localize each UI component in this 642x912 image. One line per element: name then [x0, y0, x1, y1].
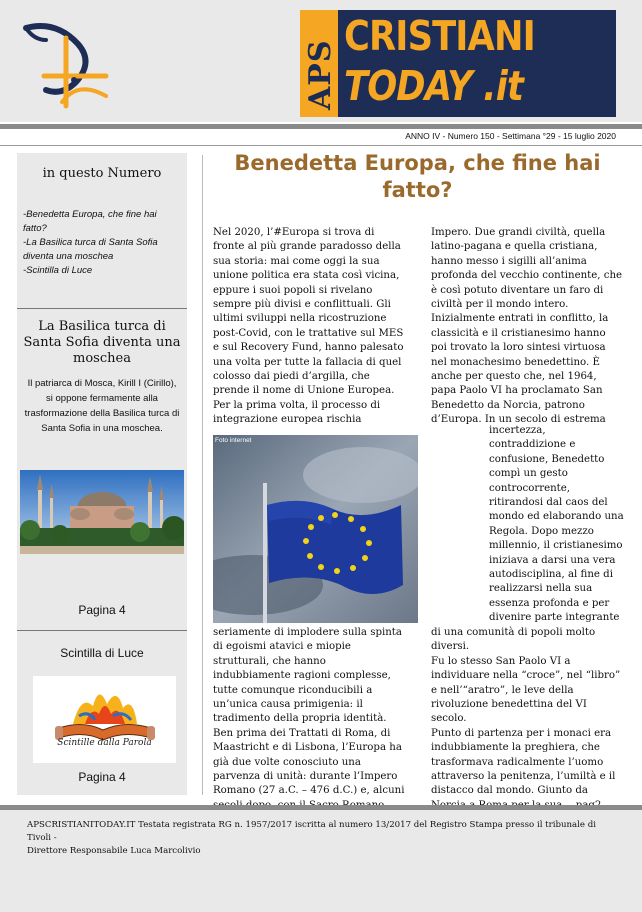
- article-text-line: profonda del vecchio continente, che: [431, 270, 623, 282]
- article-text-line: è così potuto diventare un faro di: [431, 284, 604, 296]
- footer-line: Direttore Responsabile Luca Marcolivio: [27, 846, 201, 856]
- footer: [0, 805, 642, 912]
- article-text-line: mondo ed elaborando una: [489, 511, 624, 523]
- toc-item[interactable]: -Scintilla di Luce: [23, 265, 93, 276]
- scintilla-title: Scintilla di Luce: [60, 646, 144, 660]
- article-text-line: Regola. Dopo mezzo: [489, 525, 594, 537]
- article-text-line: indubbiamente ragioni complesse,: [213, 670, 391, 682]
- article-text-line: contraddizione e: [489, 439, 576, 451]
- article-headline: Benedetta Europa, che fine hai fatto?: [234, 151, 601, 202]
- header-rule: [0, 124, 642, 129]
- article-text-line: di una comunità di popoli molto: [431, 627, 596, 638]
- toc-item[interactable]: -La Basilica turca di Santa Sofia: [23, 237, 158, 248]
- article-text-line: Impero. Due grandi civiltà, quella: [431, 227, 606, 238]
- article-text-line: un’unica causa primigenia: il: [213, 699, 363, 711]
- article-text-line: tradimento della propria identità.: [213, 713, 387, 725]
- article-column-2-top: [431, 226, 627, 428]
- sidebar-divider: [17, 630, 187, 631]
- article-text-line: confusione, Benedetto: [489, 453, 605, 465]
- article-text-line: eppure i suoi popoli si rivelano: [213, 284, 373, 296]
- article-text-line: Maastricht e di Lisbona, l’Europa ha: [213, 742, 402, 754]
- header-band: [0, 0, 642, 122]
- aps-block: [300, 10, 338, 117]
- article-text-line: Inizialmente entrati in conflitto, la: [431, 313, 609, 325]
- flame-book-icon: [33, 676, 176, 763]
- article-text-line: compì un gesto: [489, 468, 568, 480]
- article-text-line: diversi.: [431, 641, 470, 653]
- footer-legal-text: [27, 819, 617, 858]
- article-text-line: di egoismi atavici e miopie: [213, 641, 351, 653]
- article-text-line: e sul Recovery Fund, hanno palesato: [213, 342, 404, 354]
- footer-line: APSCRISTIANITODAY.IT Testata registrata RG n. 1957/2017 iscritta al numero 13/2017 del Registro Stampa presso il tribunale di Tivoli -: [27, 820, 596, 843]
- masthead-title-line2: TODAY .it: [344, 62, 523, 110]
- scintilla-page-link[interactable]: Pagina 4: [78, 770, 126, 784]
- article-text-line: distacco dal mondo. Giunto da: [431, 785, 588, 797]
- article-text-line: Ben prima dei Trattati di Roma, di: [213, 727, 391, 739]
- eu-flag-photo: [213, 435, 418, 623]
- aps-label: APS: [303, 39, 338, 110]
- hagia-sophia-photo: [20, 470, 184, 554]
- article-text-line: trasformava radicalmente l’uomo: [431, 756, 604, 768]
- footer-rule: [0, 805, 642, 810]
- article-text-line: indubbiamente la preghiera, che: [431, 742, 600, 754]
- article-text-line: realizzarsi nella sua: [489, 583, 593, 595]
- article-text-line: fronte al più grande paradosso della: [213, 241, 401, 253]
- article-text-line: latino-pagana e quella cristiana,: [431, 241, 598, 253]
- story-summary: Il patriarca di Mosca, Kirill I (Cirillo), si oppone fermamente alla trasformazione della Basilica turca di Santa Sofia in una moschea.: [24, 378, 180, 434]
- article-text-line: strutturali, che hanno: [213, 655, 326, 667]
- article-text-line: colosso dai piedi d’argilla, che: [213, 371, 370, 383]
- article-text-line: autodisciplina, al fine di: [489, 569, 613, 581]
- article-text-line: d’Europa. In un secolo di estrema: [431, 414, 606, 426]
- column-divider: [202, 155, 203, 795]
- article-text-line: attraverso la penitenza, l’umiltà e il: [431, 771, 616, 783]
- article-text-line: papa Paolo VI ha proclamato San: [431, 385, 603, 397]
- sidebar: [17, 153, 187, 795]
- article-text-line: post-Covid, con le trattative sul MES: [213, 327, 404, 339]
- article-text-line: secolo.: [431, 713, 467, 725]
- issue-divider: [0, 145, 642, 146]
- scintilla-logo-caption: Scintille dalla Parola: [57, 738, 152, 748]
- masthead-title-line1: CRISTIANI: [344, 12, 535, 60]
- toc-item[interactable]: fatto?: [23, 223, 47, 234]
- fish-cross-logo-icon: [16, 10, 116, 110]
- article-text-line: poi trovato la loro sintesi virtuosa: [431, 342, 606, 354]
- article-text-line: Per la prima volta, il processo di: [213, 399, 381, 411]
- article-text-line: nel monachesimo benedettino. È: [431, 356, 600, 368]
- article-text-line: una volta per tutte la fallacia di quel: [213, 356, 402, 368]
- scintilla-logo: [33, 676, 176, 763]
- article-text-line: unione politica era stata così vicina,: [213, 270, 400, 282]
- article-column-1-top: [213, 226, 423, 428]
- article-text-line: hanno messo i sigilli all’anima: [431, 255, 587, 267]
- article-text-line: Nel 2020, l’#Europa si trova di: [213, 227, 375, 238]
- sidebar-divider: [17, 308, 187, 309]
- article-text-line: individuare nella “croce”, nel “libro”: [431, 670, 621, 682]
- article-text-line: civiltà per il mondo intero.: [431, 299, 569, 311]
- masthead-logo: [300, 10, 616, 117]
- article-text-line: integrazione europea rischia: [213, 414, 362, 426]
- article-text-line: classicità e il cristianesimo hanno: [431, 327, 606, 339]
- article-text-line: essenza profonda e per: [489, 597, 610, 609]
- article-text-line: incertezza,: [489, 425, 546, 436]
- article-text-line: Romano (27 a.C. – 476 d.C.) e, alcuni: [213, 785, 405, 797]
- article-column-2-narrow: [489, 424, 629, 626]
- article-text-line: ultimi sviluppi nella ricostruzione: [213, 313, 387, 325]
- masthead-title-block: [338, 10, 616, 117]
- story-title: La Basilica turca di Santa Sofia diventa una moschea: [23, 319, 181, 366]
- article-text-line: seriamente di implodere sulla spinta: [213, 627, 402, 638]
- toc-item[interactable]: diventa una moschea: [23, 251, 114, 262]
- article-text-line: parvenza di unità: durante l’Impero: [213, 771, 398, 783]
- article-text-line: già due volte conosciuto una: [213, 756, 361, 768]
- photo-credit: Foto internet: [215, 437, 252, 444]
- toc-title: in questo Numero: [42, 166, 162, 181]
- article-text-line: Fu lo stesso San Paolo VI a: [431, 655, 571, 667]
- article-text-line: controcorrente,: [489, 482, 571, 494]
- article-column-1-bottom: [213, 626, 423, 813]
- article-text-line: ritirandosi dal caos del: [489, 497, 608, 509]
- toc-item[interactable]: -Benedetta Europa, che fine hai: [23, 209, 157, 220]
- article-text-line: e nell’“aratro”, le leve della: [431, 684, 574, 696]
- article-text-line: iniziava a darsi una vera: [489, 554, 616, 566]
- story-page-link[interactable]: Pagina 4: [78, 603, 126, 617]
- article-text-line: divenire parte integrante: [489, 612, 620, 624]
- article-text-line: prende il nome di Unione Europea.: [213, 385, 395, 397]
- article-column-2-bottom: [431, 626, 627, 813]
- article-text-line: anche per questo che, nel 1964,: [431, 371, 597, 383]
- issue-info: ANNO IV - Numero 150 - Settimana °29 - 15 luglio 2020: [405, 131, 616, 141]
- article-text-line: Punto di partenza per i monaci era: [431, 727, 612, 739]
- article-text-line: millennio, il cristianesimo: [489, 540, 623, 552]
- article-text-line: Benedetto da Norcia, patrono: [431, 399, 585, 411]
- article-text-line: sempre più divisi e conflittuali. Gli: [213, 299, 391, 311]
- article-text-line: sua storia: mai come oggi la sua: [213, 255, 380, 267]
- article-text-line: rivoluzione benedettina del VI: [431, 699, 587, 711]
- article-text-line: tutte comunque riconducibili a: [213, 684, 373, 696]
- toc-list: [23, 208, 183, 278]
